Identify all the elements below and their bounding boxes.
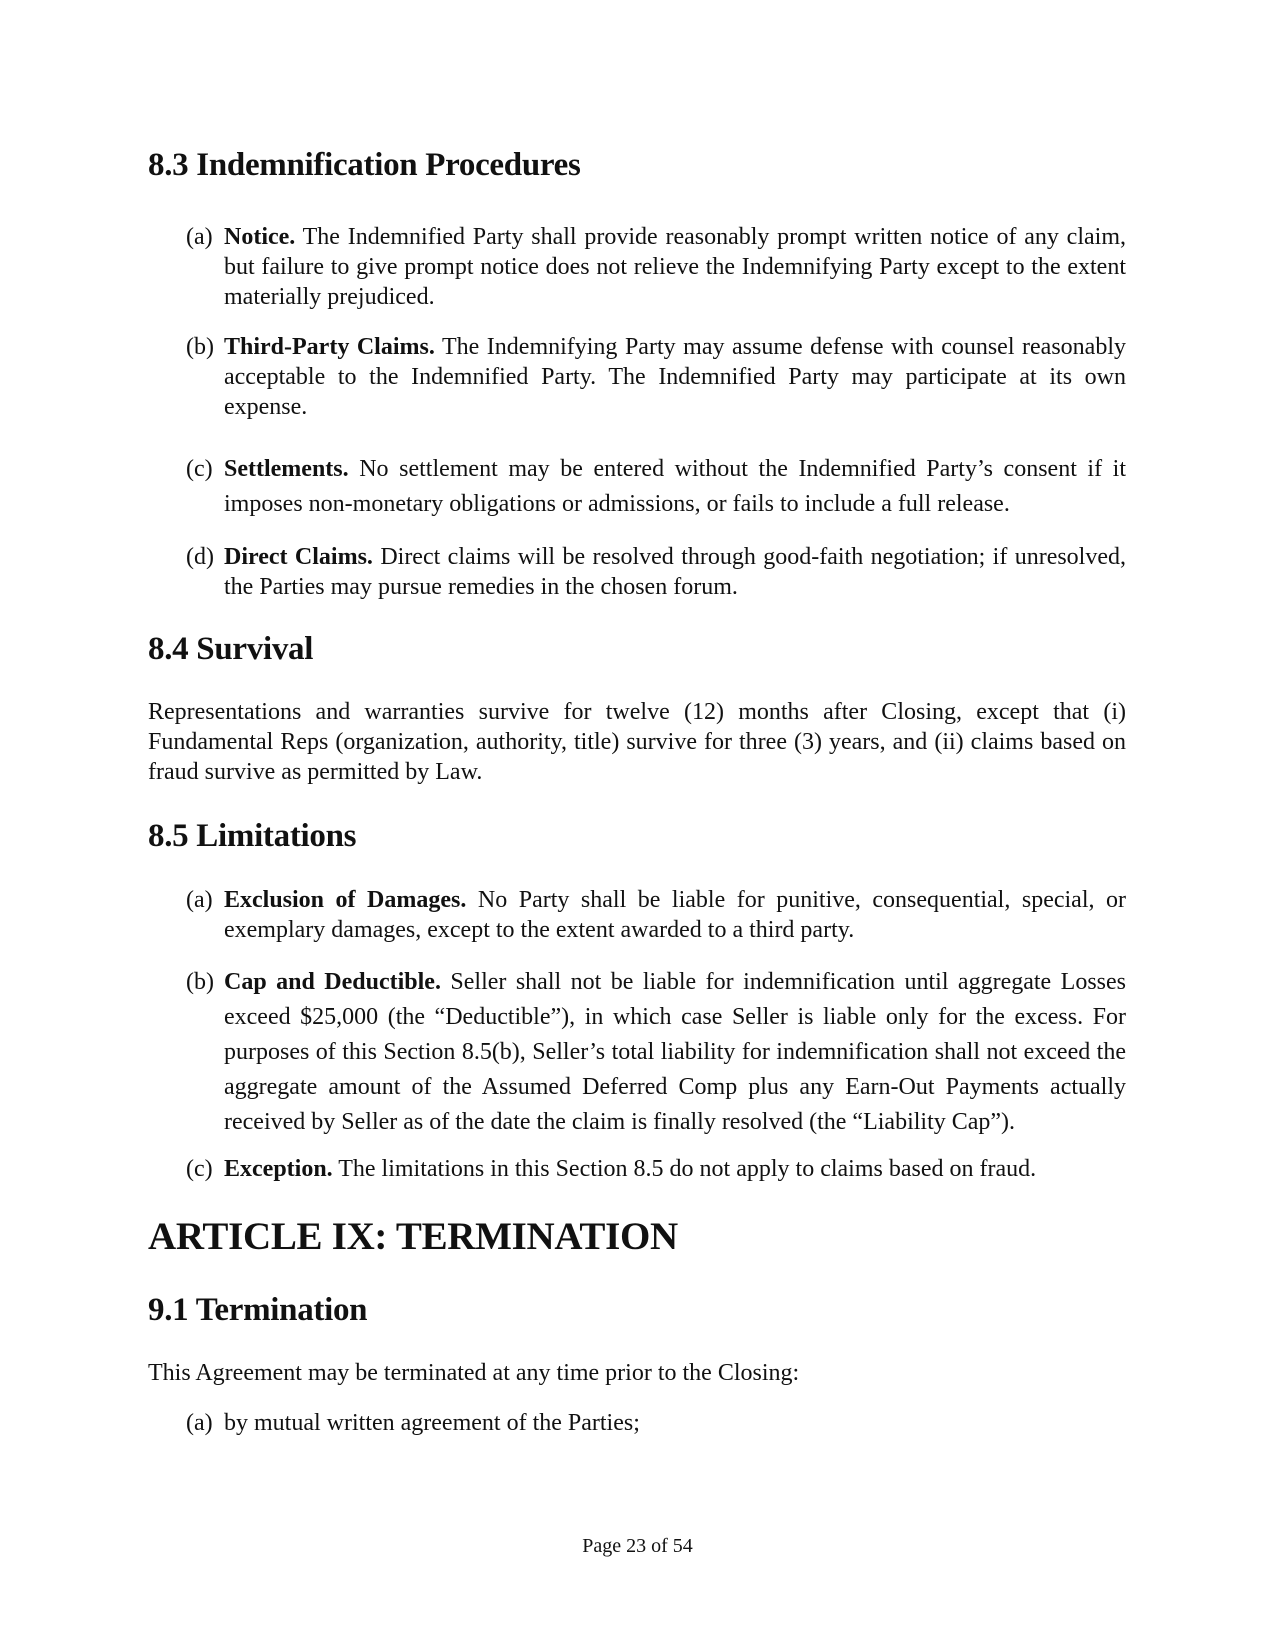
page-content <box>148 146 1126 1438</box>
clause-text: No settlement may be entered without the Indemnified Party’s consent if it imposes non-monetary obligations or admissions, or fails to include a full release. <box>224 455 1126 517</box>
section-heading-8-4: 8.4 Survival <box>148 630 314 667</box>
survival-paragraph: Representations and warranties survive for twelve (12) months after Closing, except that (i) Fundamental Reps (organization, authority, title) survive for three (3) years, and (ii) claims based on fraud survive as permitted by Law. <box>148 699 1126 786</box>
section-heading-8-3: 8.3 Indemnification Procedures <box>148 147 581 183</box>
list-marker: (d) <box>186 543 214 570</box>
section-heading-9-1: 9.1 Termination <box>148 1291 368 1328</box>
list-marker: (c) <box>186 455 213 482</box>
clause-text: The limitations in this Section 8.5 do not apply to claims based on fraud. <box>332 1155 1037 1182</box>
clause-title: Cap and Deductible. <box>224 968 441 995</box>
clause-text: Seller shall not be liable for indemnification until aggregate Losses exceed $25,000 (the “Deductible”), in which case Seller is liable only for the excess. For purposes of this Section 8.5(b), Seller’s total liability for indemnification shall not exceed the aggregate amount of the Assumed Deferred Comp plus any Earn-Out Payments actually received by Seller as of the date the claim is finally resolved (the “Liability Cap”). <box>224 968 1126 1135</box>
clause-text: The Indemnifying Party may assume defense with counsel reasonably acceptable to the Indemnified Party. The Indemnified Party may participate at its own expense. <box>224 333 1126 420</box>
clause-title: Notice. <box>224 223 296 250</box>
list-marker: (c) <box>186 1155 213 1182</box>
page-number: Page 23 of 54 <box>582 1535 693 1557</box>
list-item-8-3-c <box>148 452 1126 522</box>
list-marker: (a) <box>186 223 213 250</box>
list-item-9-1-a <box>148 1408 1126 1438</box>
list-item-8-5-a <box>148 885 1126 945</box>
clause-title: Exclusion of Damages. <box>224 886 467 913</box>
clause-text: by mutual written agreement of the Parties; <box>224 1410 640 1437</box>
list-item-8-5-c <box>148 1154 1126 1184</box>
list-item-8-3-a <box>148 222 1126 312</box>
section-heading-8-5: 8.5 Limitations <box>148 818 357 855</box>
clause-title: Direct Claims. <box>224 543 373 570</box>
clause-title: Third-Party Claims. <box>224 333 435 360</box>
termination-intro: This Agreement may be terminated at any time prior to the Closing: <box>148 1360 800 1387</box>
clause-title: Exception. <box>224 1155 333 1182</box>
article-heading: ARTICLE IX: TERMINATION <box>148 1214 678 1258</box>
list-marker: (b) <box>186 333 214 360</box>
list-marker: (a) <box>186 886 213 913</box>
clause-title: Settlements. <box>224 455 349 482</box>
list-item-8-5-b <box>148 965 1126 1140</box>
clause-text: No Party shall be liable for punitive, consequential, special, or exemplary damages, except to the extent awarded to a third party. <box>224 886 1127 943</box>
list-marker: (a) <box>186 1410 213 1437</box>
list-item-8-3-b <box>148 332 1126 422</box>
list-item-8-3-d <box>148 542 1126 602</box>
clause-text: The Indemnified Party shall provide reasonably prompt written notice of any claim, but failure to give prompt notice does not relieve the Indemnifying Party except to the extent materially prejudiced. <box>224 223 1126 310</box>
list-marker: (b) <box>186 968 214 995</box>
clause-text: Direct claims will be resolved through good-faith negotiation; if unresolved, the Parties may pursue remedies in the chosen forum. <box>224 543 1127 600</box>
